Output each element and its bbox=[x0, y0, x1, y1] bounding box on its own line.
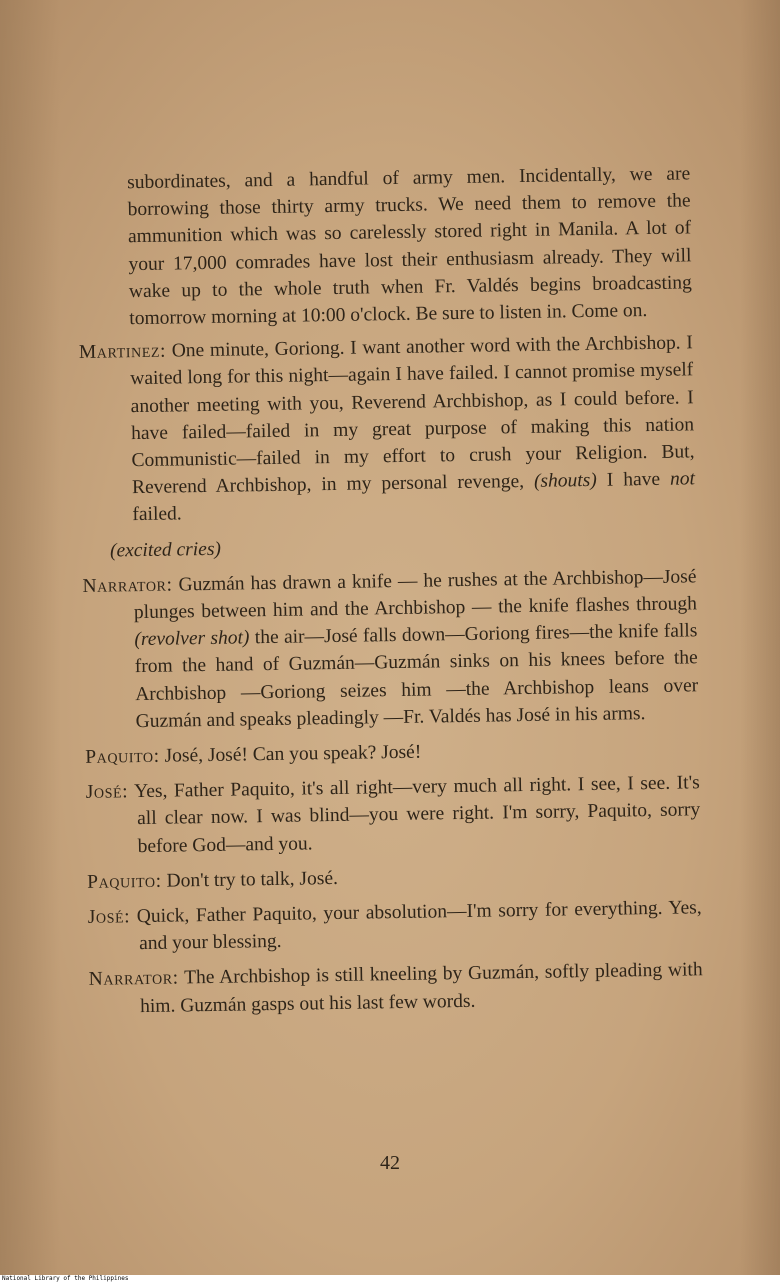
speech-narrator: Narrator: The Archbishop is still kneeling by Guzmán, softly pleading with him. Guzmán gasps out his last few words. bbox=[88, 959, 703, 1017]
stage-direction: (excited cries) bbox=[109, 538, 222, 562]
footer-credit: National Library of the Philippines bbox=[0, 1275, 780, 1283]
speech-paquito: Paquito: Don't try to talk, José. bbox=[87, 867, 339, 893]
speaker-label: Narrator: bbox=[82, 574, 173, 597]
speech-jose: José: Yes, Father Paquito, it's all right—very much all right. I see, I see. It's all clear now. I was blind—you were right. I'm sorry, Paquito, sorry before God—and you. bbox=[85, 772, 701, 857]
page-number: 42 bbox=[380, 1152, 400, 1174]
speaker-label: José: bbox=[87, 906, 131, 928]
speaker-label: Narrator: bbox=[88, 967, 179, 991]
stage-direction-inline: (revolver shot) bbox=[134, 627, 250, 651]
speech-narrator: Narrator: Guzmán has drawn a knife — he rushes at the Archbishop—José plunges between him and the Archbishop — the knife flashes through (revolver shot) the air—José falls down—Goriong fires—the knife falls from the hand of Guzmán—Guzmán sinks on his knees before the Archbishop —Goriong seizes him —the Archbishop leans over Guzmán and speaks pleadingly —Fr. Valdés has José in his arms. bbox=[82, 566, 699, 732]
speech-paquito: Paquito: José, José! Can you speak? José! bbox=[85, 741, 422, 768]
speaker-label: José: bbox=[85, 781, 129, 804]
speaker-label: Paquito: bbox=[87, 870, 162, 893]
continuation-paragraph: subordinates, and a handful of army men. Incidentally, we are borrowing those thirty army trucks. We need them to remove the ammunition which was so carelessly stored right in Manila. A lot of your 17,000 comrades have lost their enthusiasm already. They will wake up to the whole truth when Fr. Valdés begins broadcasting tomorrow morning at 10:00 o'clock. Be sure to listen in. Come on. bbox=[127, 163, 693, 330]
page-text bbox=[76, 160, 703, 1028]
stage-direction-inline: (shouts) bbox=[533, 470, 597, 493]
speech-jose: José: Quick, Father Paquito, your absolution—I'm sorry for everything. Yes, and your blessing. bbox=[87, 897, 702, 955]
speaker-label: Paquito: bbox=[85, 745, 160, 768]
speech-martinez: Martinez: One minute, Goriong. I want another word with the Archbishop. I waited long for this night—again I have failed. I cannot promise myself another meeting with you, Reverend Archbishop, as I could before. I have failed—failed in my great purpose of making this nation Communistic—failed in my effort to crush your Religion. But, Reverend Archbishop, in my personal revenge, (shouts) I have not failed. bbox=[78, 332, 696, 526]
emphasis: not bbox=[669, 468, 696, 490]
speaker-label: Martinez: bbox=[78, 340, 167, 364]
